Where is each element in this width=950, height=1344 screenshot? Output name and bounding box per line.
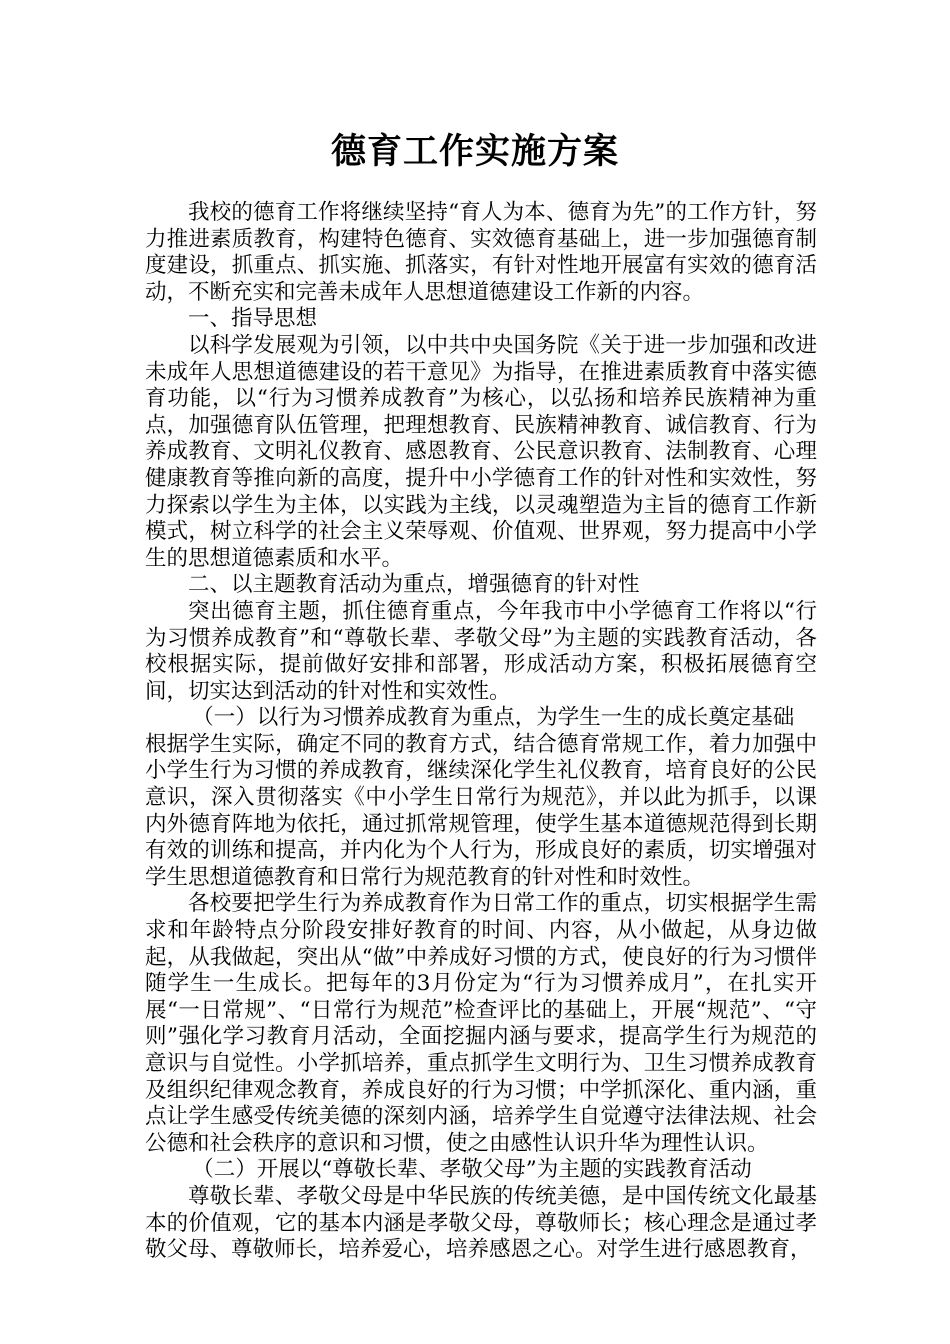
subsection-heading-respect-elders: （二）开展以“尊敬长辈、孝敬父母”为主题的实践教育活动 <box>192 1157 752 1183</box>
paragraph-guiding-ideology: 以科学发展观为引领，以中共中央国务院《关于进一步加强和改进未成年人思想道德建设的若干意见》为指导，在推进素质教育中落实德育功能，以“行为习惯养成教育”为核心，以弘扬和培养民族精神为重点，加强德育队伍管理，把理想教育、民族精神教育、诚信教育、行为养成教育、文明礼仪教育、感恩教育、公民意识教育、法制教育、心理健康教育等推向新的高度，提升中小学德育工作的针对性和实效性，努力探索以学生为主体，以实践为主线，以灵魂塑造为主旨的德育工作新模式，树立科学的社会主义荣辱观、价值观、世界观，努力提高中小学生的思想道德素质和水平。 <box>145 332 817 571</box>
paragraph-behavior-habits: 根据学生实际，确定不同的教育方式，结合德育常规工作，着力加强中小学生行为习惯的养成教育，继续深化学生礼仪教育，培育良好的公民意识，深入贯彻落实《中小学生日常行为规范》，并以此为抓手，以课内外德育阵地为依托，通过抓常规管理，使学生基本道德规范得到长期有效的训练和提高，并内化为个人行为，形成良好的素质，切实增强对学生思想道德教育和日常行为规范教育的针对性和时效性。 <box>145 731 817 890</box>
section-heading-guiding-ideology: 一、指导思想 <box>188 306 318 332</box>
paragraph-intro: 我校的德育工作将继续坚持“育人为本、德育为先”的工作方针，努力推进素质教育，构建特色德育、实效德育基础上，进一步加强德育制度建设，抓重点、抓实施、抓落实，有针对性地开展富有实效的德育活动，不断充实和完善未成年人思想道德建设工作新的内容。 <box>145 200 817 305</box>
paragraph-school-requirements: 各校要把学生行为养成教育作为日常工作的重点，切实根据学生需求和年龄特点分阶段安排好教育的时间、内容，从小做起，从身边做起，从我做起，突出从“做”中养成好习惯的方式，使良好的行为习惯伴随学生一生成长。把每年的3月份定为“行为习惯养成月”，在扎实开展“一日常规”、“日常行为规范”检查评比的基础上，开展“规范”、“守则”强化学习教育月活动，全面挖掘内涵与要求，提高学生行为规范的意识与自觉性。小学抓培养，重点抓学生文明行为、卫生习惯养成教育及组织纪律观念教育，养成良好的行为习惯；中学抓深化、重内涵，重点让学生感受传统美德的深刻内涵，培养学生自觉遵守法律法规、社会公德和社会秩序的意识和习惯，使之由感性认识升华为理性认识。 <box>145 891 817 1156</box>
subsection-heading-behavior-habits: （一）以行为习惯养成教育为重点，为学生一生的成长奠定基础 <box>192 705 795 731</box>
document-body <box>145 200 817 1264</box>
document-title: 德育工作实施方案 <box>330 131 619 172</box>
paragraph-theme-education: 突出德育主题，抓住德育重点，今年我市中小学德育工作将以“行为习惯养成教育”和“尊敬长辈、孝敬父母”为主题的实践教育活动，各校根据实际，提前做好安排和部署，形成活动方案，积极拓展德育空间，切实达到活动的针对性和实效性。 <box>145 598 817 704</box>
paragraph-respect-elders: 尊敬长辈、孝敬父母是中华民族的传统美德，是中国传统文化最基本的价值观，它的基本内涵是孝敬父母，尊敬师长；核心理念是通过孝敬父母、尊敬师长，培养爱心，培养感恩之心。对学生进行感恩教育， <box>145 1183 817 1263</box>
section-heading-theme-education: 二、以主题教育活动为重点，增强德育的针对性 <box>188 572 640 598</box>
